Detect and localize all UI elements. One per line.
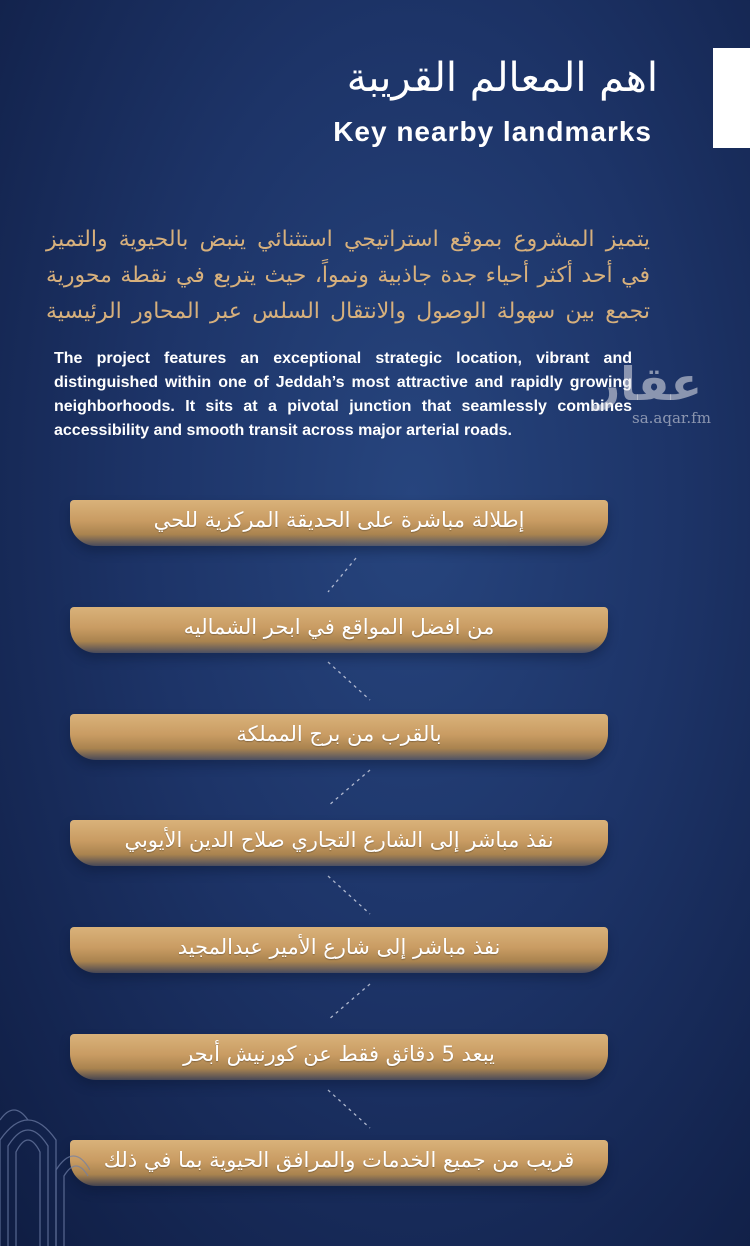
- aqar-watermark: [593, 357, 711, 427]
- intro-arabic-line: في أحد أكثر أحياء جدة جاذبية ونمواً، حيث يتربع في نقطة محورية: [46, 263, 650, 288]
- intro-arabic-line: يتميز المشروع بموقع استراتيجي استثنائي ينبض بالحيوية والتميز: [46, 227, 650, 252]
- landmark-label: نفذ مباشر إلى شارع الأمير عبدالمجيد: [177, 935, 501, 959]
- page-title-arabic: اهم المعالم القريبة: [346, 55, 658, 101]
- watermark-url: sa.aqar.fm: [632, 409, 711, 427]
- landmark-bar: [70, 1034, 608, 1080]
- page-title-english: Key nearby landmarks: [333, 116, 652, 147]
- landmark-label: إطلالة مباشرة على الحديقة المركزية للحي: [153, 508, 525, 532]
- landmark-label: بالقرب من برج المملكة: [236, 722, 442, 746]
- landmark-label: قريب من جميع الخدمات والمرافق الحيوية بما في ذلك: [103, 1148, 575, 1172]
- landmark-label: يبعد 5 دقائق فقط عن كورنيش أبحر: [183, 1042, 495, 1066]
- landmark-bar: [70, 500, 608, 546]
- connector-line: [328, 876, 370, 914]
- connector-line: [328, 1090, 370, 1128]
- landmark-bar: [70, 607, 608, 653]
- connector-line: [328, 984, 370, 1020]
- connector-line: [328, 770, 370, 806]
- intro-english: The project features an exceptional strategic location, vibrant and distinguished within one of Jeddah’s most attractive and rapidly growing neighborhoods. It sits at a pivotal junction that seamlessly combines accessibility and smooth transit across major arterial roads.: [54, 350, 632, 439]
- landmark-label: من افضل المواقع في ابحر الشماليه: [183, 615, 495, 639]
- connector-line: [328, 662, 370, 700]
- landmark-bar: [70, 714, 608, 760]
- arch-pattern-ornament: [0, 1080, 90, 1246]
- landmark-bar: [70, 820, 608, 866]
- intro-arabic: [46, 222, 650, 330]
- landmark-label: نفذ مباشر إلى الشارع التجاري صلاح الدين الأيوبي: [124, 828, 554, 852]
- intro-arabic-line: تجمع بين سهولة الوصول والانتقال السلس عبر المحاور الرئيسية: [46, 299, 650, 324]
- watermark-logo: عقار: [593, 357, 702, 411]
- landmark-bar: [70, 1140, 608, 1186]
- white-edge-tab: [713, 48, 750, 148]
- landmark-bar: [70, 927, 608, 973]
- connector-line: [328, 558, 356, 592]
